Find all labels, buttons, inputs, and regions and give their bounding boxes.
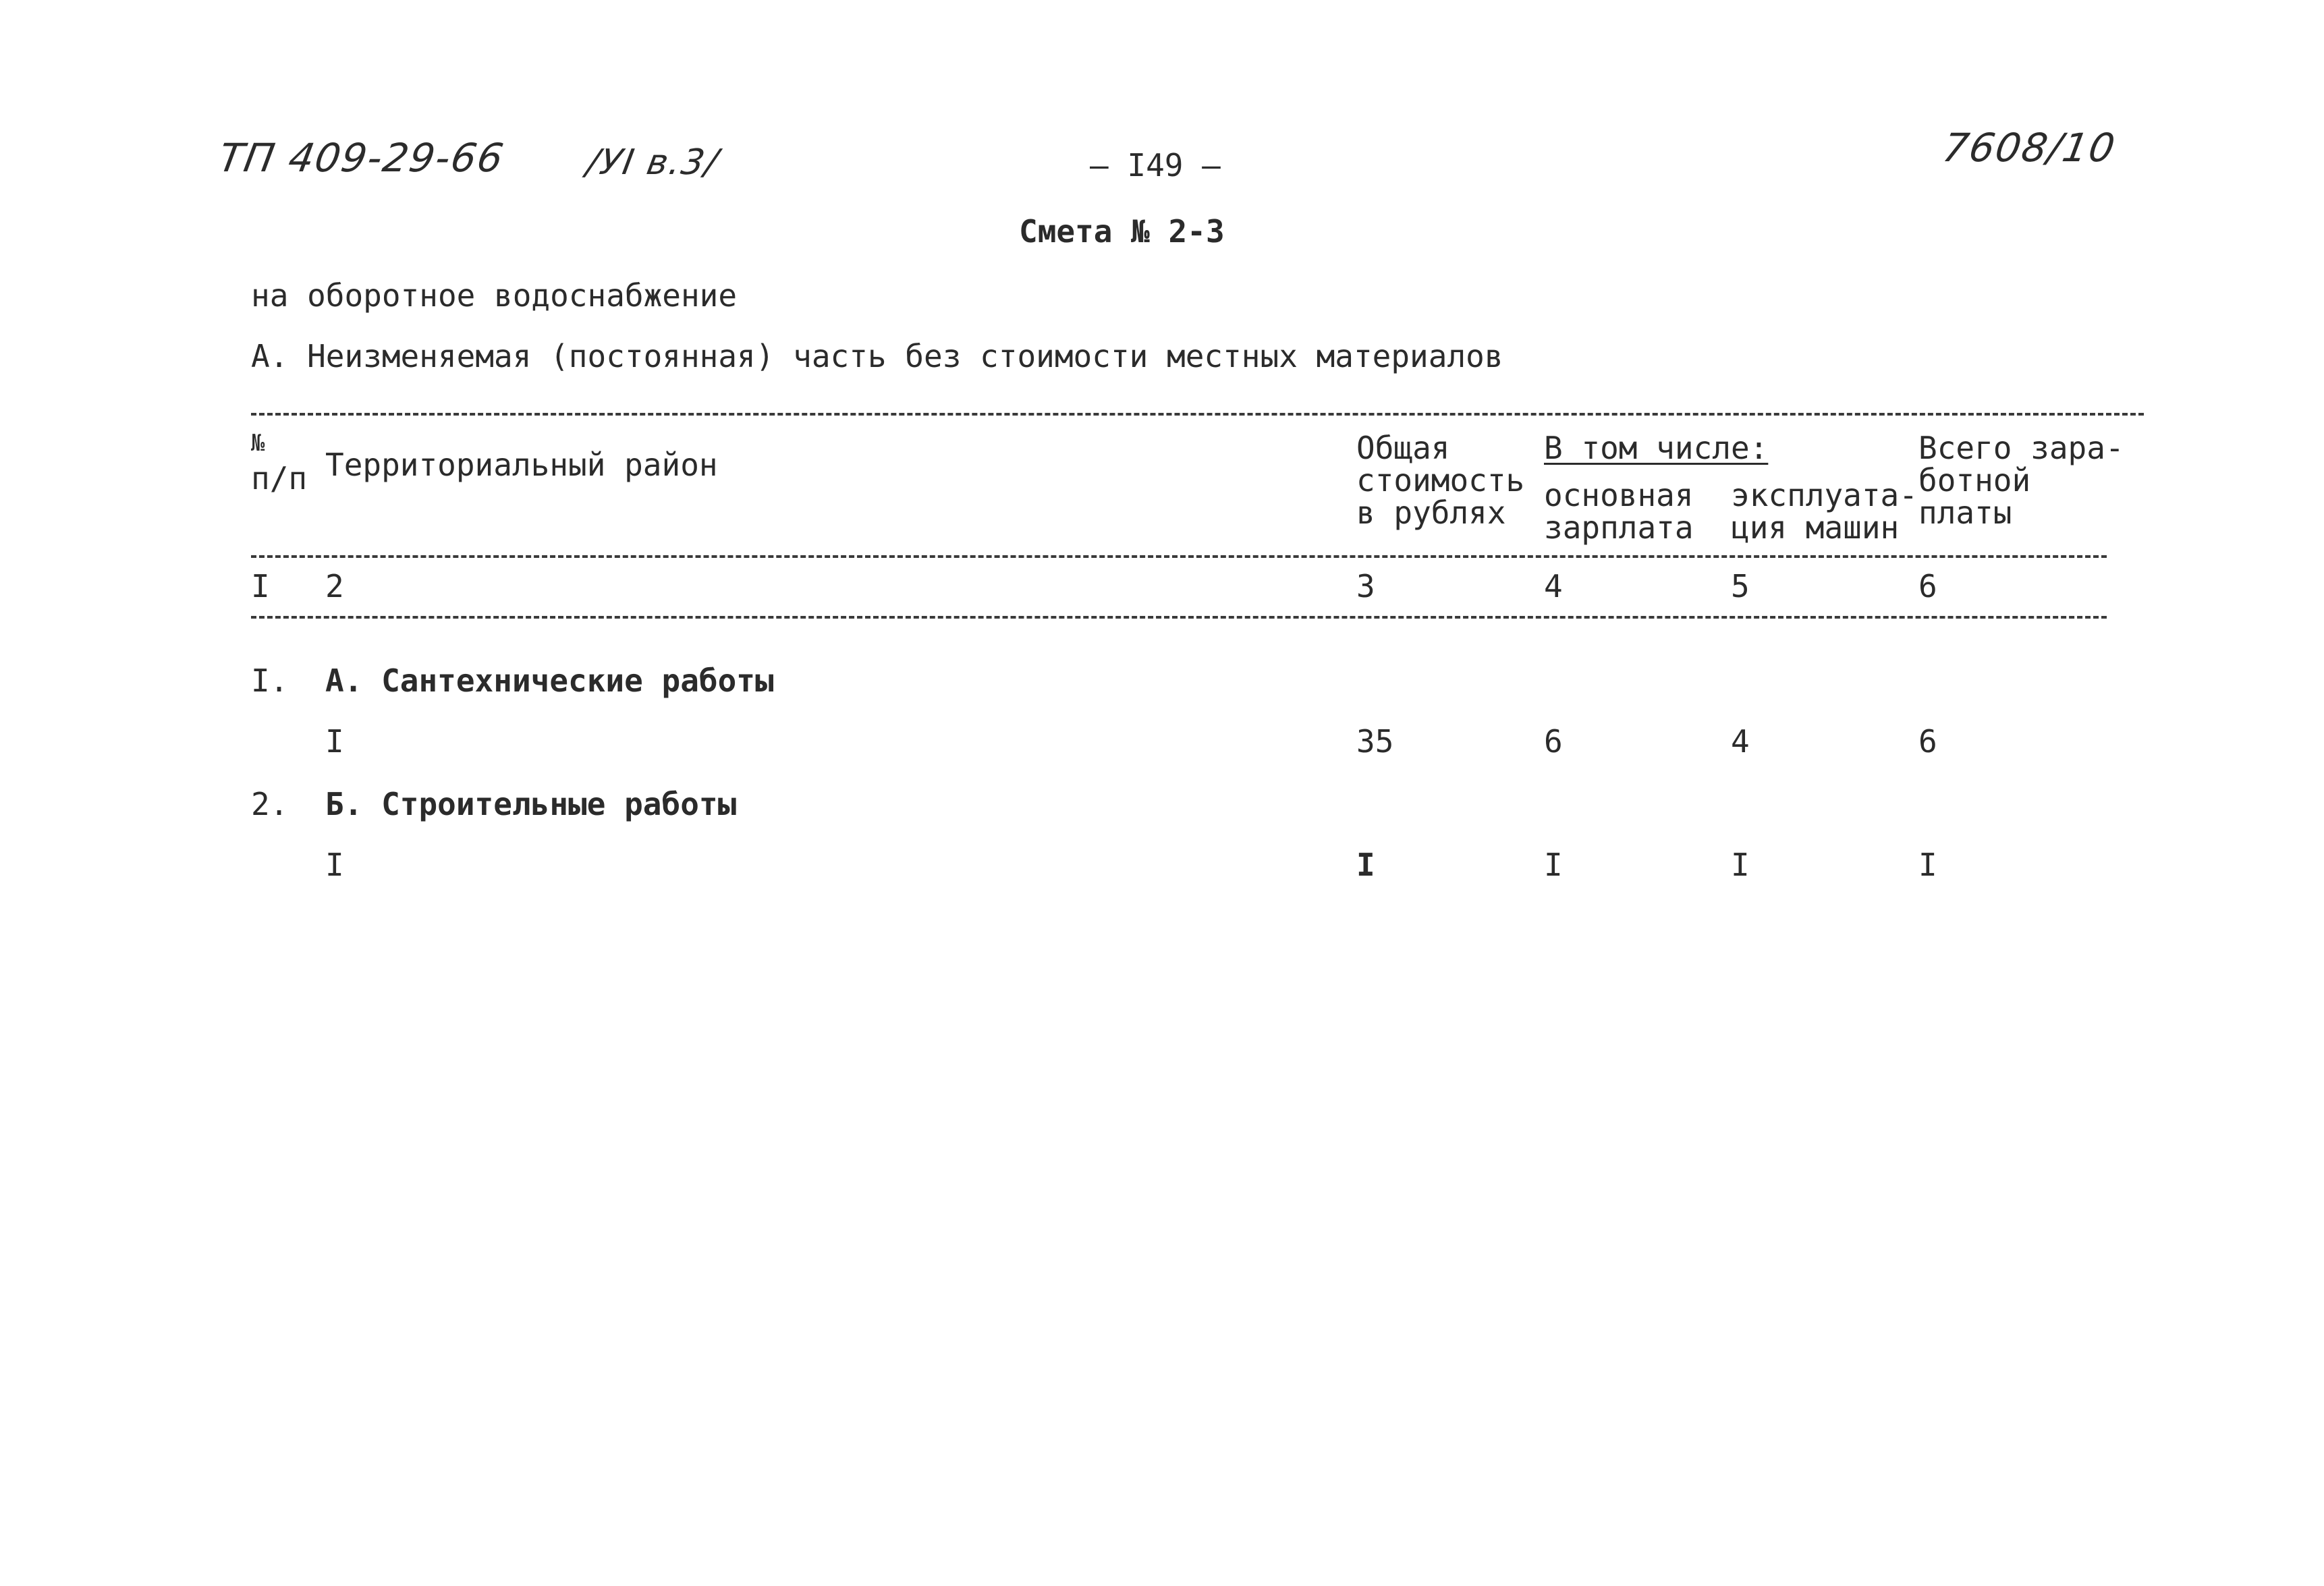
column-number-2: 2: [325, 568, 344, 604]
row-total-wage: I: [1918, 847, 1937, 883]
row-district: I: [325, 847, 344, 883]
table-top-rule: [251, 413, 2144, 416]
header-num: п/п: [251, 460, 308, 497]
header-base-wage: основная зарплата: [1544, 477, 1694, 546]
row-number: I.: [251, 662, 289, 699]
estimate-subtitle: на оборотное водоснабжение: [251, 277, 738, 314]
column-number-4: 4: [1544, 568, 1563, 604]
header-num-symbol: №: [251, 430, 265, 457]
column-number-3: 3: [1356, 568, 1375, 604]
row-base-wage: 6: [1544, 723, 1563, 760]
document-code: ТП 409-29-66: [215, 135, 508, 181]
row-district: I: [325, 723, 344, 760]
header-total-cost: Общая стоимость в рублях: [1356, 430, 1525, 531]
row-number: 2.: [251, 786, 289, 822]
header-total-wage: Всего зара- ботной платы: [1918, 430, 2124, 531]
estimate-title: Смета № 2-3: [1019, 213, 1225, 250]
row-machine-operation: I: [1731, 847, 1750, 883]
header-including: В том числе:: [1544, 430, 1769, 466]
archive-number: 7608/10: [1939, 125, 2120, 171]
volume-section: /УI в.3/: [583, 142, 723, 183]
column-number-1: I: [251, 568, 270, 604]
row-title: А. Сантехнические работы: [325, 662, 774, 699]
column-number-5: 5: [1731, 568, 1750, 604]
row-total-wage: 6: [1918, 723, 1937, 760]
header-machine-operation: эксплуата- ция машин: [1731, 477, 1918, 546]
header-district: Территориальный район: [325, 447, 718, 483]
row-base-wage: I: [1544, 847, 1563, 883]
column-number-6: 6: [1918, 568, 1937, 604]
row-title: Б. Строительные работы: [325, 786, 737, 822]
column-numbers-bottom-rule: [251, 616, 2107, 619]
section-title: А. Неизменяемая (постоянная) часть без стоимости местных материалов: [251, 338, 1503, 374]
row-total-cost: 35: [1356, 723, 1394, 760]
row-machine-operation: 4: [1731, 723, 1750, 760]
row-total-cost: I: [1356, 847, 1375, 883]
header-bottom-rule: [251, 555, 2107, 558]
page-number: – I49 –: [1090, 147, 1221, 183]
